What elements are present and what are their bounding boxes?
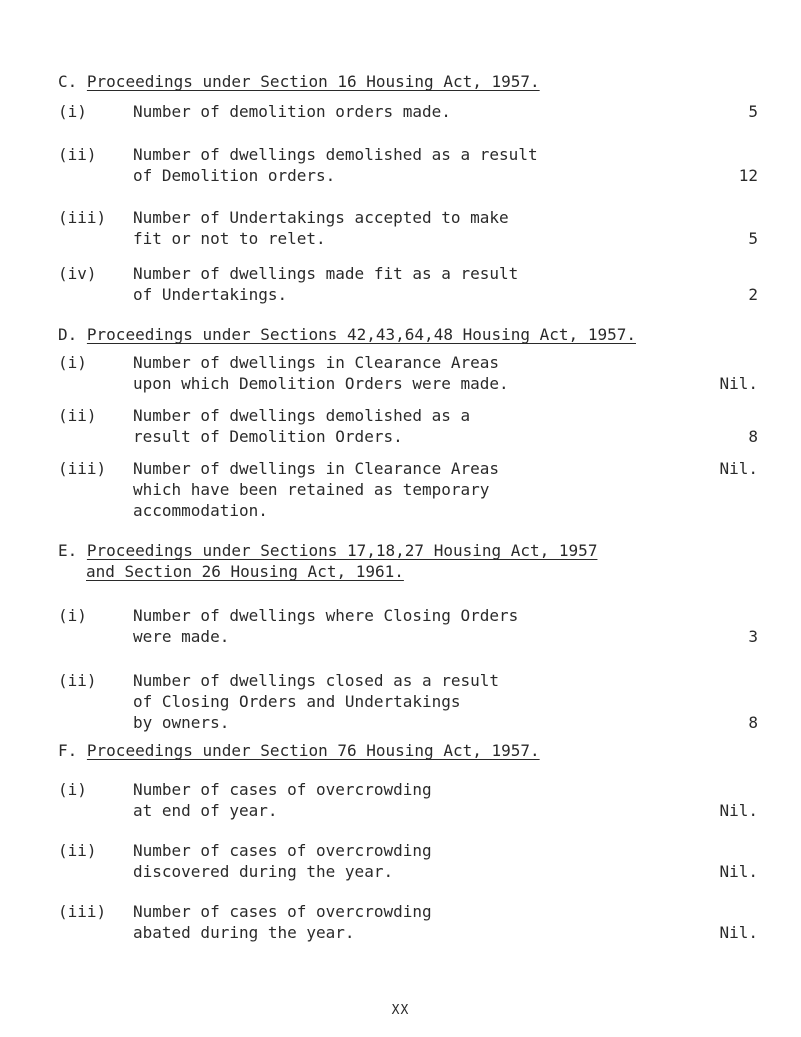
list-item — [58, 605, 758, 647]
item-text: Number of dwellings demolished as a result of Demolition Orders. — [133, 406, 471, 446]
item-value: 8 — [748, 427, 758, 446]
item-number: (iii) — [58, 902, 107, 921]
section-title: Proceedings under Sections 17,18,27 Housing Act, 1957 — [86, 541, 598, 560]
section-letter: D. — [58, 325, 78, 344]
list-item — [58, 840, 758, 882]
item-text: Number of dwellings where Closing Orders were made. — [133, 606, 519, 646]
item-value: 12 — [738, 166, 758, 185]
item-value: Nil. — [719, 801, 758, 820]
item-value: 3 — [748, 627, 758, 646]
section-title: Proceedings under Section 16 Housing Act, 1957. — [86, 72, 540, 91]
section-letter: C. — [58, 72, 78, 91]
section-title: Proceedings under Sections 42,43,64,48 Housing Act, 1957. — [86, 325, 636, 344]
list-item — [58, 779, 758, 821]
item-value: 8 — [748, 713, 758, 732]
item-number: (i) — [58, 780, 87, 799]
item-value: 2 — [748, 285, 758, 304]
item-text: Number of cases of overcrowding at end of year. — [133, 780, 432, 820]
item-number: (ii) — [58, 406, 97, 425]
list-item — [58, 901, 758, 943]
item-number: (iii) — [58, 459, 107, 478]
item-number: (i) — [58, 102, 87, 121]
section-heading-d — [58, 325, 636, 345]
list-item — [58, 458, 758, 521]
item-number: (iii) — [58, 208, 107, 227]
item-value: 5 — [748, 229, 758, 248]
section-letter: F. — [58, 741, 78, 760]
section-title: Proceedings under Section 76 Housing Act, 1957. — [86, 741, 540, 760]
item-value: Nil. — [719, 862, 758, 881]
item-value: Nil. — [719, 459, 758, 478]
item-text: Number of cases of overcrowding discovered during the year. — [133, 841, 432, 881]
section-letter: E. — [58, 541, 78, 560]
item-text: Number of dwellings in Clearance Areas which have been retained as temporary accommodation. — [133, 459, 500, 520]
item-number: (i) — [58, 606, 87, 625]
list-item — [58, 207, 758, 249]
item-number: (iv) — [58, 264, 97, 283]
item-number: (ii) — [58, 671, 97, 690]
list-item — [58, 101, 758, 122]
list-item — [58, 263, 758, 305]
item-text: Number of dwellings made fit as a result of Undertakings. — [133, 264, 519, 304]
section-heading-c — [58, 72, 540, 92]
list-item — [58, 670, 758, 733]
item-number: (i) — [58, 353, 87, 372]
page-footer: XX — [391, 1003, 410, 1018]
item-text: Number of dwellings demolished as a result of Demolition orders. — [133, 145, 538, 185]
item-text: Number of dwellings closed as a result of Closing Orders and Undertakings by owners. — [133, 671, 500, 732]
list-item — [58, 405, 758, 447]
item-text: Number of cases of overcrowding abated during the year. — [133, 902, 432, 942]
item-text: Number of Undertakings accepted to make fit or not to relet. — [133, 208, 509, 248]
list-item — [58, 352, 758, 394]
item-text: Number of dwellings in Clearance Areas upon which Demolition Orders were made. — [133, 353, 509, 393]
list-item — [58, 144, 758, 186]
item-value: 5 — [748, 102, 758, 121]
item-text: Number of demolition orders made. — [133, 102, 451, 121]
section-title-line2: and Section 26 Housing Act, 1961. — [86, 562, 404, 581]
item-value: Nil. — [719, 374, 758, 393]
section-heading-f — [58, 741, 540, 761]
item-number: (ii) — [58, 145, 97, 164]
section-heading-e — [58, 541, 597, 561]
item-number: (ii) — [58, 841, 97, 860]
item-value: Nil. — [719, 923, 758, 942]
section-heading-e-line2 — [86, 562, 404, 582]
